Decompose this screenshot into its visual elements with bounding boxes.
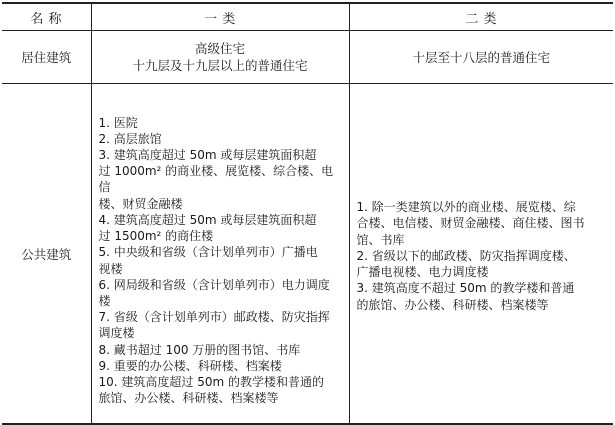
list-item: 楼、财贸金融楼: [98, 196, 183, 211]
list-item: 调度楼: [98, 326, 135, 341]
residential-class-1-line: 十九层及十九层以上的普通住宅: [132, 58, 308, 73]
residential-row: [2, 31, 613, 84]
list-item: 的旅馆、办公楼、科研楼、档案楼等: [356, 297, 549, 312]
header-name: [2, 3, 91, 31]
header-row: [2, 3, 613, 31]
list-item: 旅馆、办公楼、科研楼、档案楼等: [98, 391, 279, 406]
residential-class-1: [91, 31, 349, 84]
list-item: 2. 省级以下的邮政楼、防灾指挥调度楼、: [356, 248, 576, 263]
list-item: 3. 建筑高度不超过 50m 的教学楼和普通: [356, 281, 575, 296]
list-item: 广播电视楼、电力调度楼: [356, 265, 489, 280]
list-item: 楼: [98, 293, 111, 308]
header-class-2: [349, 3, 613, 31]
list-item: 2. 高层旅馆: [98, 131, 162, 146]
list-item: 9. 重要的办公楼、科研楼、档案楼: [98, 358, 282, 373]
header-name-text: 名 称: [30, 11, 63, 27]
list-item: 8. 藏书超过 100 万册的图书馆、书库: [98, 342, 301, 357]
list-item: 视楼: [98, 261, 123, 276]
public-class-1-list: [92, 101, 349, 407]
list-item: 4. 建筑高度超过 50m 或每层建筑面积超: [98, 212, 317, 227]
list-item: 馆、书库: [356, 232, 405, 247]
list-item: 3. 建筑高度超过 50m 或每层建筑面积超: [98, 148, 317, 163]
public-class-2-list: [350, 194, 614, 312]
list-item: 6. 网局级和省级（含计划单列市）电力调度: [98, 277, 330, 292]
public-class-2: [349, 84, 613, 425]
header-class-2-text: 二 类: [465, 11, 498, 27]
public-label: 公共建筑: [2, 84, 91, 425]
list-item: 10. 建筑高度超过 50m 的教学楼和普通的: [98, 374, 324, 389]
list-item: 合楼、电信楼、财贸金融楼、商住楼、图书: [356, 216, 585, 231]
list-item: 7. 省级（含计划单列市）邮政楼、防灾指挥: [98, 310, 330, 325]
public-row: [2, 84, 613, 425]
residential-class-2: 十层至十八层的普通住宅: [349, 31, 613, 84]
list-item: 过 1500m² 的商住楼: [98, 229, 214, 244]
public-class-1: [91, 84, 349, 425]
header-class-1: [91, 3, 349, 31]
residential-class-1-line: 高级住宅: [194, 41, 245, 56]
residential-label: 居住建筑: [2, 31, 91, 84]
list-item: 1. 除一类建筑以外的商业楼、展览楼、综: [356, 200, 576, 215]
header-class-1-text: 一 类: [204, 11, 236, 27]
building-classification-table: [2, 2, 613, 425]
list-item: 1. 医院: [98, 115, 138, 130]
list-item: 过 1000m² 的商业楼、展览楼、综合楼、电信: [98, 164, 334, 195]
list-item: 5. 中央级和省级（含计划单列市）广播电: [98, 245, 318, 260]
